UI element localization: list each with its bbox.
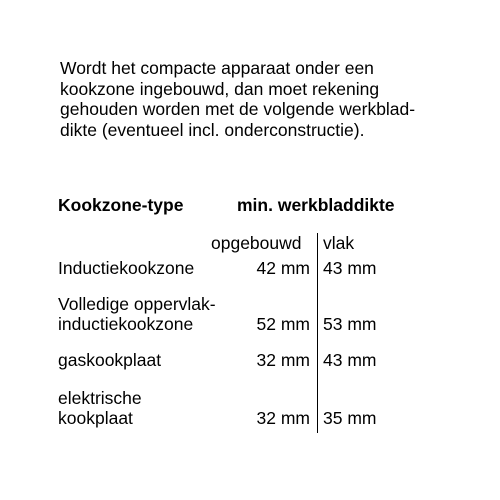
- row-value-flat: 43 mm: [323, 350, 377, 370]
- row-label: Volledige oppervlak-: [58, 294, 216, 314]
- row-label: inductiekookzone: [58, 314, 194, 334]
- subheader-flat: vlak: [323, 233, 355, 253]
- column-header-thickness: min. werkbladdikte: [237, 195, 395, 215]
- intro-line: kookzone ingebouwd, dan moet rekening: [60, 78, 380, 99]
- row-value-built-on: 42 mm: [256, 258, 310, 278]
- row-value-built-on: 32 mm: [256, 408, 310, 428]
- subheader-built-on: opgebouwd: [211, 233, 302, 253]
- intro-paragraph: [60, 58, 480, 140]
- column-divider: [317, 233, 318, 433]
- row-value-flat: 43 mm: [323, 258, 377, 278]
- intro-line: dikte (eventueel incl. onderconstructie).: [60, 119, 365, 140]
- row-label: gaskookplaat: [58, 350, 162, 370]
- intro-line: gehouden worden met de volgende werkblad-: [60, 99, 416, 119]
- row-label: kookplaat: [58, 408, 133, 428]
- row-value-flat: 53 mm: [323, 314, 377, 334]
- row-value-built-on: 52 mm: [256, 314, 310, 334]
- row-value-flat: 35 mm: [323, 408, 377, 428]
- row-label: Inductiekookzone: [58, 258, 195, 278]
- row-value-built-on: 32 mm: [256, 350, 310, 370]
- intro-line: Wordt het compacte apparaat onder een: [60, 58, 374, 78]
- row-label: elektrische: [58, 388, 142, 408]
- column-header-type: Kookzone-type: [58, 195, 184, 215]
